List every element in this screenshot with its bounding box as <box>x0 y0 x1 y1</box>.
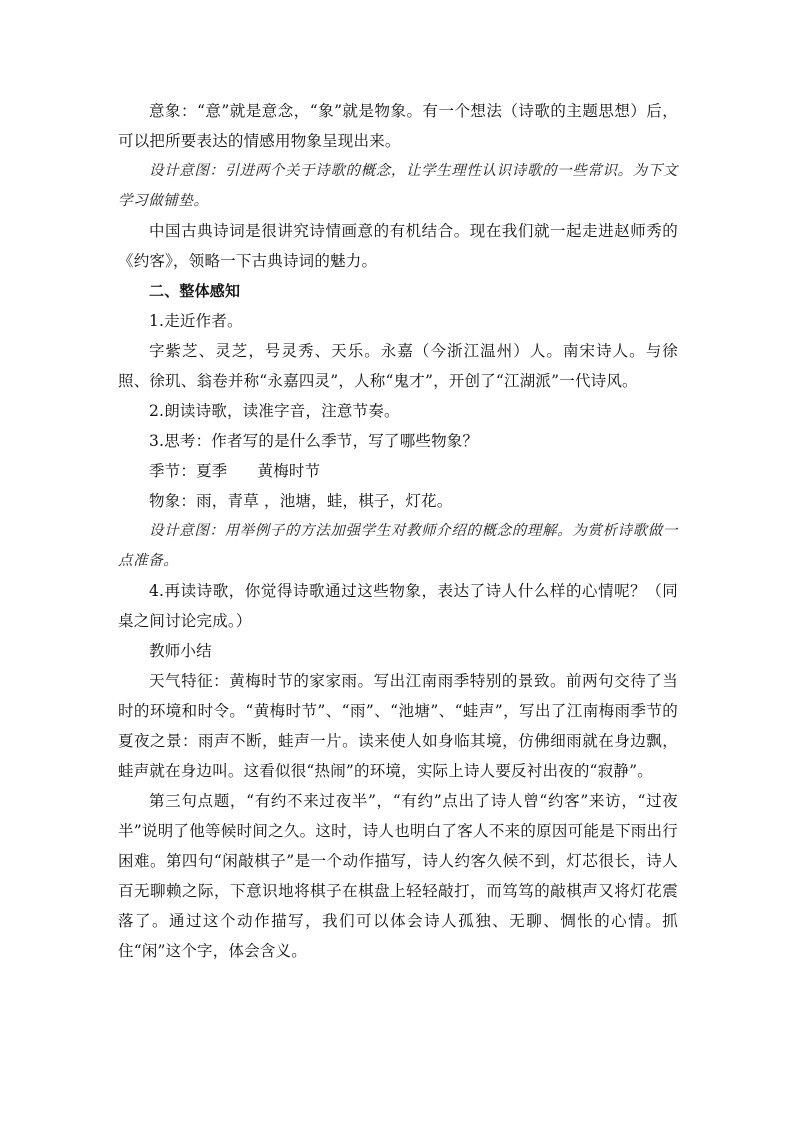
paragraph-step-3: 3.思考：作者写的是什么季节，写了哪些物象？ <box>149 432 479 450</box>
paragraph-season <box>118 456 678 486</box>
section-heading-overall-perception: 二、整体感知 <box>149 282 241 300</box>
paragraph-design-intent-1: 设计意图：引进两个关于诗歌的概念，让学生理性认识诗歌的一些常识。为下文学习做铺垫。 <box>118 163 678 209</box>
paragraph-step-4: 4.再读诗歌，你觉得诗歌通过这些物象，表达了诗人什么样的心情呢？（同桌之间讨论完成。） <box>118 582 678 630</box>
paragraph-design-intent-2: 设计意图：用举例子的方法加强学生对教师介绍的概念的理解。为赏析诗歌做一点准备。 <box>118 523 678 569</box>
season-label: 季节：夏季 <box>149 462 228 480</box>
paragraph-teacher-summary-title: 教师小结 <box>149 642 212 660</box>
paragraph-step-2: 2.朗读诗歌，读准字音，注意节奏。 <box>149 402 400 420</box>
paragraph-objects: 物象：雨，青草 ，池塘，蛙，棋子，灯花。 <box>149 492 453 510</box>
paragraph-introduction: 中国古典诗词是很讲究诗情画意的有机结合。现在我们就一起走进赵师秀的《约客》，领略一下古典诗词的魅力。 <box>118 222 678 270</box>
paragraph-weather-analysis: 天气特征：黄梅时节的家家雨。写出江南雨季特别的景致。前两句交待了当时的环境和时令。“黄梅时节”、“雨”、“池塘”、“蛙声”，写出了江南梅雨季节的夏夜之景：雨声不断，蛙声一片。读来使人如身临其境，仿佛细雨就在身边飘，蛙声就在身边叫。这看似很“热闹”的环境，实际上诗人要反衬出夜的“寂静”。 <box>118 672 678 780</box>
paragraph-imagery-definition: 意象：“意”就是意念，“象”就是物象。有一个想法（诗歌的主题思想）后，可以把所要表达的情感用物象呈现出来。 <box>118 102 678 150</box>
paragraph-third-line-analysis: 第三句点题，“有约不来过夜半”，“有约”点出了诗人曾“约客”来访，“过夜半”说明了他等候时间之久。这时，诗人也明白了客人不来的原因可能是下雨出行困难。第四句“闲敲棋子”是一个动作描写，诗人约客久候不到，灯芯很长，诗人百无聊赖之际，下意识地将棋子在棋盘上轻轻敲打，而笃笃的敲棋声又将灯花震落了。通过这个动作描写，我们可以体会诗人孤独、无聊、惆怅的心情。抓住“闲”这个字，体会含义。 <box>118 792 678 960</box>
season-detail: 黄梅时节 <box>257 462 321 480</box>
paragraph-author-bio: 字紫芝、灵芝，号灵秀、天乐。永嘉（今浙江温州）人。南宋诗人。与徐照、徐玑、翁卷并称“永嘉四灵”，人称“鬼才”，开创了“江湖派”一代诗风。 <box>118 342 678 390</box>
document-page <box>118 96 678 966</box>
paragraph-step-1: 1.走近作者。 <box>149 312 243 330</box>
